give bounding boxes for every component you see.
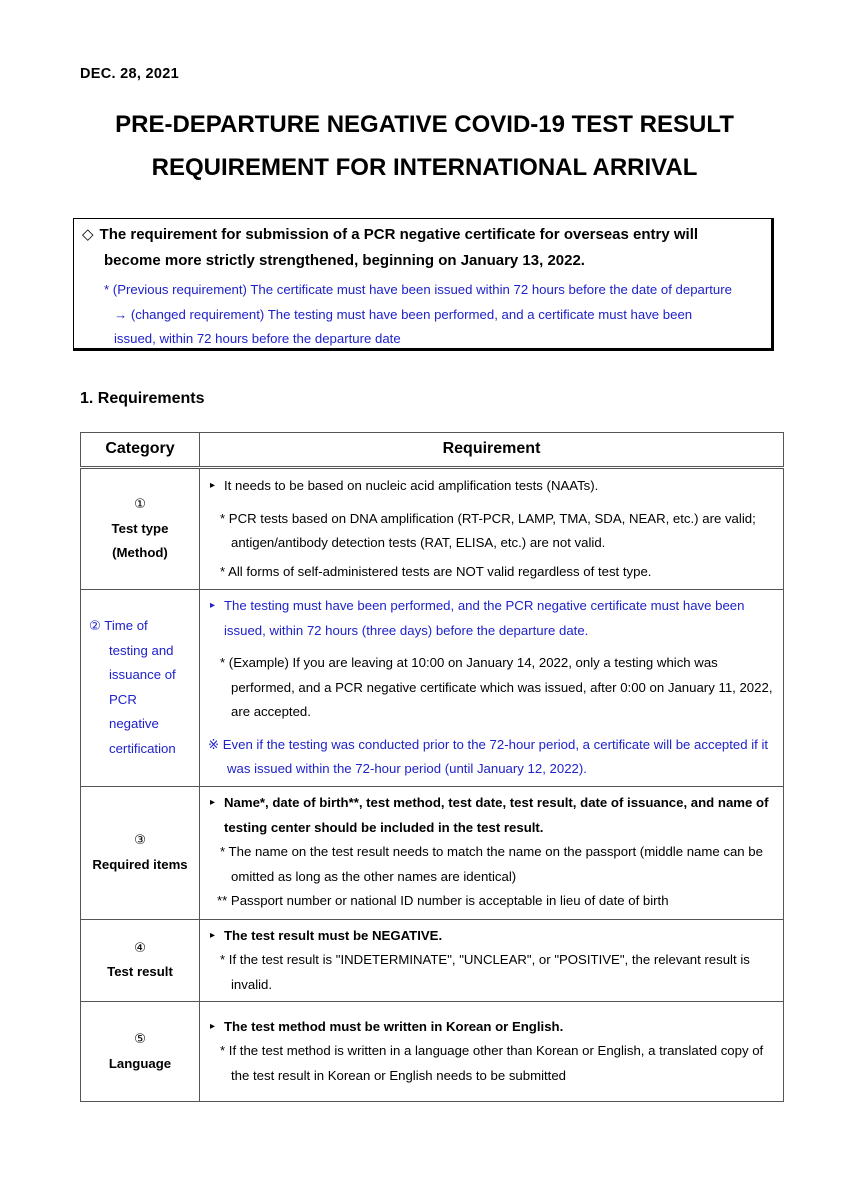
notice-changed-requirement-line-1: → (changed requirement) The testing must have been performed, and a certificate must have been <box>114 307 693 322</box>
requirement-cell <box>200 468 784 590</box>
requirement-cell <box>200 1002 784 1102</box>
requirement-point: ▸ The test result must be NEGATIVE. <box>208 924 775 949</box>
requirement-point: ▸ Name*, date of birth**, test method, test date, test result, date of issuance, and name of testing center should be included in the test result. <box>208 791 775 840</box>
category-label: Test type <box>111 520 169 536</box>
requirements-table <box>80 432 784 1102</box>
category-cell <box>81 468 200 590</box>
document-title-line-1: PRE-DEPARTURE NEGATIVE COVID-19 TEST RESULT <box>115 111 734 138</box>
requirement-note: * The name on the test result needs to match the name on the passport (middle name can be omitted as long as the other names are identical) <box>220 844 763 884</box>
requirement-note: ** Passport number or national ID number is acceptable in lieu of date of birth <box>217 893 669 909</box>
row-number: ④ <box>134 939 146 955</box>
category-label: Test result <box>107 964 173 980</box>
notice-box <box>73 218 774 351</box>
table-header-row <box>81 433 784 468</box>
category-cell <box>81 919 200 1002</box>
notice-changed-requirement-line-2: issued, within 72 hours before the departure date <box>114 331 401 346</box>
category-label: Language <box>108 1055 172 1071</box>
category-cell: ② Time of testing and issuance of PCR negative certification <box>81 590 200 787</box>
requirement-remark: ※ Even if the testing was conducted prior to the 72-hour period, a certificate will be accepted if it was issued within the 72-hour period (until January 12, 2022). <box>208 736 769 776</box>
category-label: ② Time of <box>89 618 148 634</box>
notice-main-line-1: ◇ The requirement for submission of a PCR negative certificate for overseas entry will <box>82 226 699 243</box>
document-date: DEC. 28, 2021 <box>80 66 180 82</box>
requirement-cell <box>200 786 784 919</box>
requirement-point: ▸ The testing must have been performed, and the PCR negative certificate must have been issued, within 72 hours (three days) before the departure date. <box>208 594 775 643</box>
table-row <box>81 590 784 787</box>
requirement-cell <box>200 590 784 787</box>
header-category: Category <box>81 433 200 468</box>
requirement-point: ▸ The test method must be written in Korean or English. <box>208 1015 775 1040</box>
table-row <box>81 919 784 1002</box>
table-row <box>81 786 784 919</box>
table-row <box>81 1002 784 1102</box>
row-number: ⑤ <box>134 1031 146 1046</box>
requirement-note: * If the test method is written in a language other than Korean or English, a translated copy of the test result in Korean or English needs to be submitted <box>220 1043 764 1083</box>
category-cell <box>81 1002 200 1102</box>
notice-previous-requirement: * (Previous requirement) The certificate must have been issued within 72 hours before the date of departure <box>104 282 732 297</box>
table-row <box>81 468 784 590</box>
requirement-note: * PCR tests based on DNA amplification (RT-PCR, LAMP, TMA, SDA, NEAR, etc.) are valid; antigen/antibody detection tests (RAT, ELISA, etc.) are not valid. <box>220 510 756 550</box>
requirement-note: * All forms of self-administered tests are NOT valid regardless of test type. <box>220 563 652 579</box>
requirement-cell <box>200 919 784 1002</box>
category-label: Required items <box>92 856 188 872</box>
document-title-line-2: REQUIREMENT FOR INTERNATIONAL ARRIVAL <box>151 154 698 181</box>
requirement-note: * (Example) If you are leaving at 10:00 on January 14, 2022, only a testing which was performed, and a PCR negative certificate which was issued, after 0:00 on January 11, 2022, are accepted. <box>220 655 773 719</box>
category-cell <box>81 786 200 919</box>
diamond-bullet-icon: ◇ <box>82 226 94 243</box>
category-label-sub: (Method) <box>112 545 168 561</box>
row-number: ① <box>134 496 146 512</box>
requirement-note: * If the test result is "INDETERMINATE", "UNCLEAR", or "POSITIVE", the relevant result is invalid. <box>220 952 750 992</box>
requirement-point: ▸ It needs to be based on nucleic acid amplification tests (NAATs). <box>208 474 775 499</box>
section-title: 1. Requirements <box>80 390 205 407</box>
notice-main-line-2: become more strictly strengthened, beginning on January 13, 2022. <box>104 252 585 269</box>
row-number: ③ <box>134 832 146 847</box>
header-requirement: Requirement <box>200 433 784 468</box>
